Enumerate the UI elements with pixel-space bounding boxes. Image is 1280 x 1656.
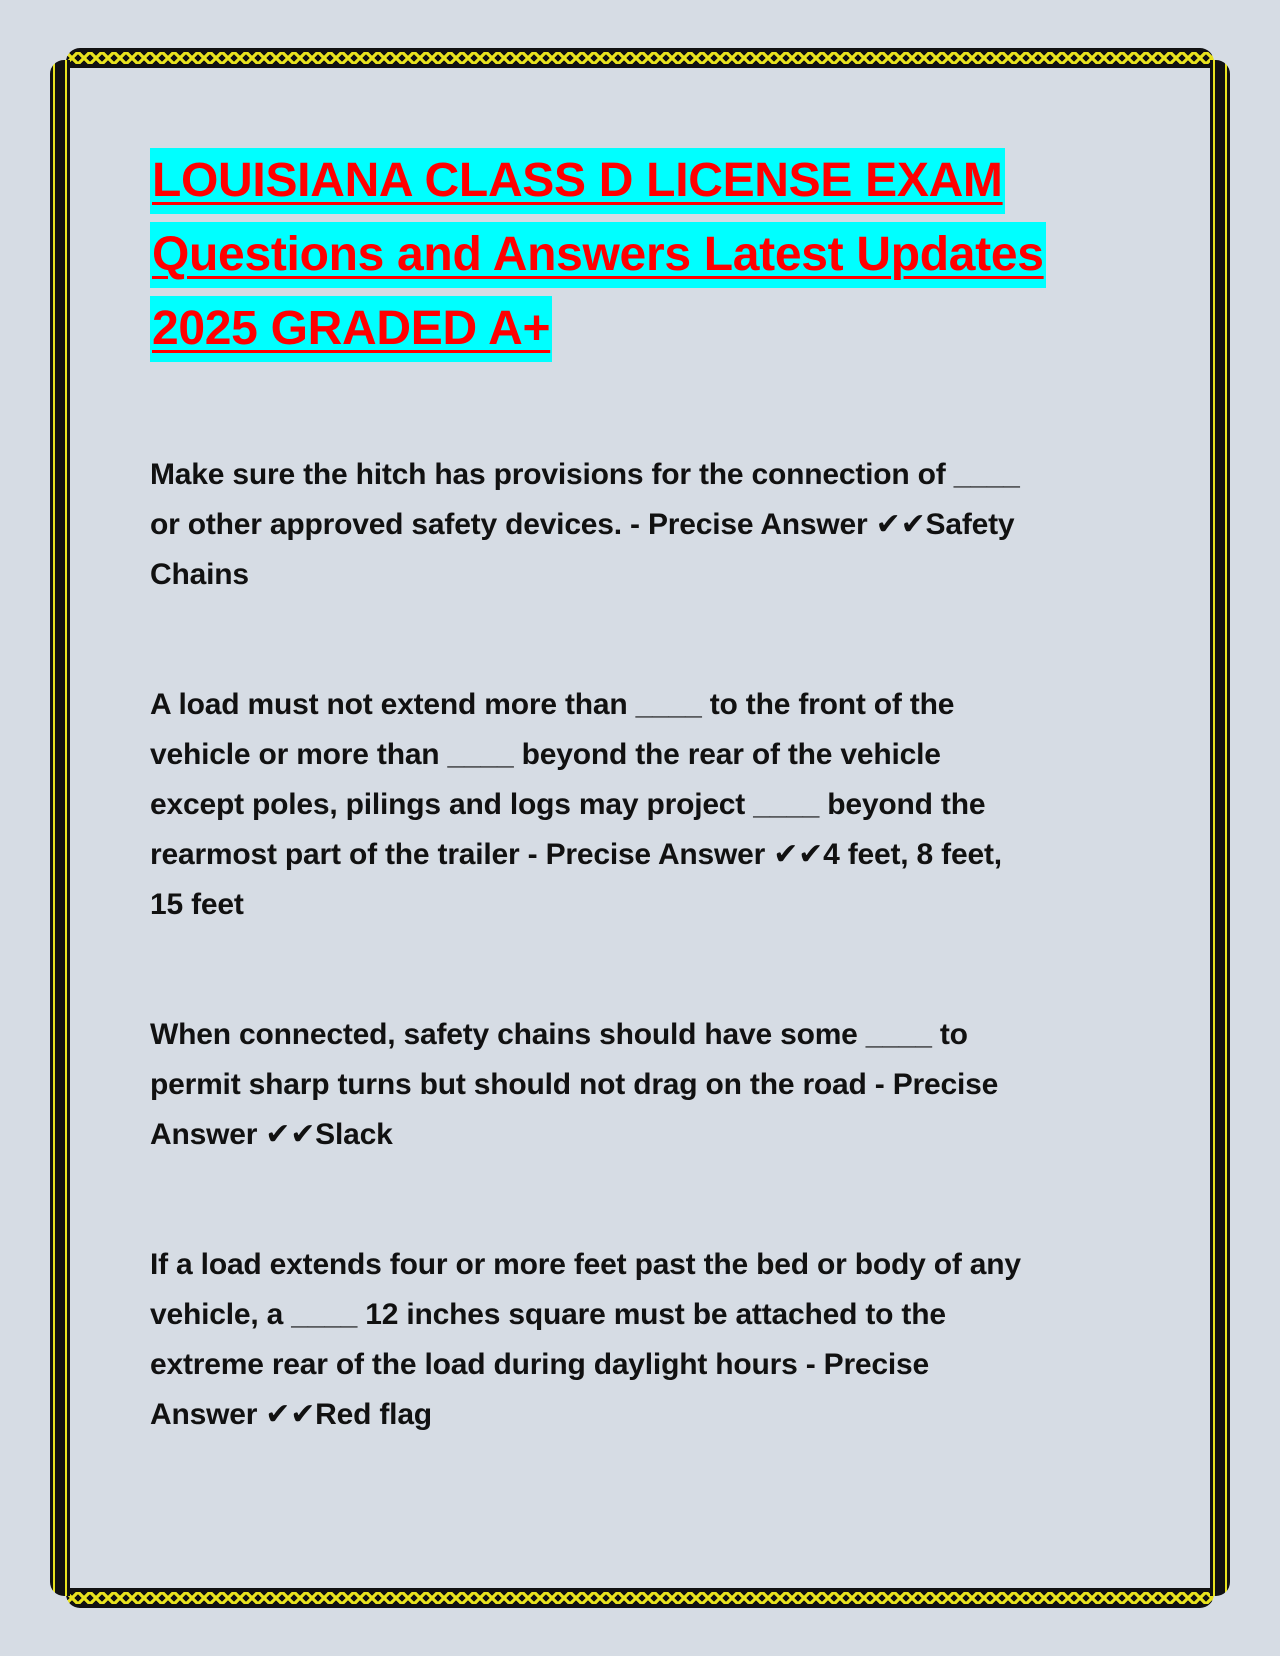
qa-line: rearmost part of the trailer - Precise Answer ✔✔4 feet, 8 feet, [150, 838, 1002, 871]
question-answer-item [150, 1240, 1140, 1440]
qa-line: vehicle or more than ____ beyond the rear of the vehicle [150, 738, 941, 771]
qa-line: Make sure the hitch has provisions for the connection of ____ [150, 458, 1020, 491]
qa-line: When connected, safety chains should have some ____ to [150, 1018, 968, 1051]
qa-line: or other approved safety devices. - Precise Answer ✔✔Safety [150, 508, 1015, 541]
question-answer-item [150, 1010, 1140, 1160]
qa-line: except poles, pilings and logs may project ____ beyond the [150, 788, 986, 821]
frame-border-bottom [66, 1588, 1214, 1608]
qa-line: 15 feet [150, 888, 244, 921]
frame-border-left [50, 60, 70, 1596]
qa-line: Answer ✔✔Red flag [150, 1398, 432, 1431]
qa-line: Answer ✔✔Slack [150, 1118, 393, 1151]
title-line: Questions and Answers Latest Updates [150, 222, 1046, 288]
qa-line: Chains [150, 558, 249, 591]
qa-line: extreme rear of the load during daylight hours - Precise [150, 1348, 929, 1381]
qa-line: A load must not extend more than ____ to the front of the [150, 688, 955, 721]
qa-line: permit sharp turns but should not drag on the road - Precise [150, 1068, 999, 1101]
document-content [150, 148, 1140, 1440]
document-title [150, 148, 1140, 370]
frame-border-top [66, 48, 1214, 68]
question-answer-item [150, 680, 1140, 930]
title-line: LOUISIANA CLASS D LICENSE EXAM [150, 148, 1005, 214]
frame-border-right [1210, 60, 1230, 1596]
question-answer-item [150, 450, 1140, 600]
qa-line: If a load extends four or more feet past the bed or body of any [150, 1248, 1021, 1281]
title-line: 2025 GRADED A+ [150, 296, 552, 362]
qa-line: vehicle, a ____ 12 inches square must be attached to the [150, 1298, 946, 1331]
